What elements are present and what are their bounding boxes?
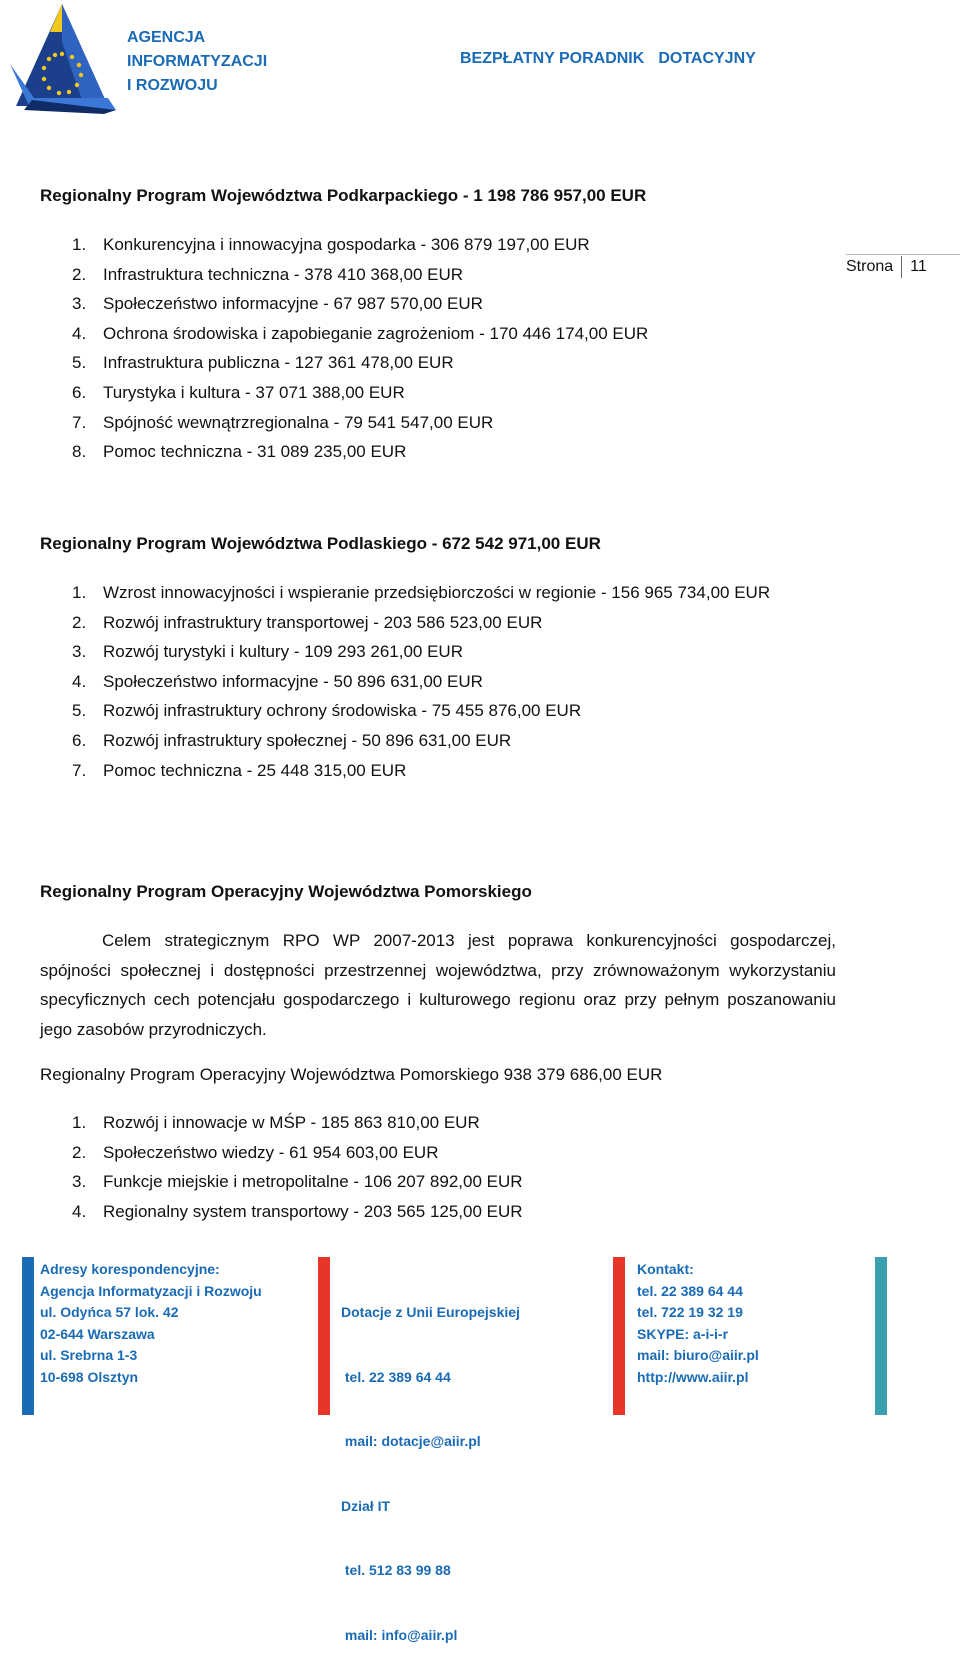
footer-line: ul. Odyńca 57 lok. 42: [40, 1304, 179, 1320]
page-number: [846, 256, 927, 278]
list-item-number: 5.: [72, 353, 87, 373]
list-item-text: Rozwój infrastruktury społecznej - 50 896 631,00 EUR: [103, 730, 512, 750]
footer-bar-blue: [22, 1257, 34, 1415]
section-title: Regionalny Program Województwa Podkarpackiego - 1 198 786 957,00 EUR: [40, 186, 647, 205]
list-item-text: Wzrost innowacyjności i wspieranie przedsiębiorczości w regionie - 156 965 734,00 EUR: [103, 583, 771, 602]
list-item: [40, 608, 840, 638]
agency-name-line: INFORMATYZACJI: [127, 53, 268, 70]
list-item: [40, 1167, 840, 1197]
footer-phone[interactable]: tel. 22 389 64 44: [637, 1282, 743, 1299]
list-item-number: 6.: [72, 382, 87, 402]
list-item: [40, 578, 840, 608]
list-item-text: Ochrona środowiska i zapobieganie zagrożeniom - 170 446 174,00 EUR: [103, 323, 649, 343]
program-list: [40, 1108, 840, 1226]
list-item-text: Turystyka i kultura - 37 071 388,00 EUR: [103, 382, 405, 402]
footer-phone[interactable]: tel. 512 83 99 88: [341, 1562, 451, 1578]
list-item-text: Pomoc techniczna - 31 089 235,00 EUR: [103, 442, 407, 462]
agency-logo: [4, 2, 120, 116]
agency-name-line: AGENCJA: [127, 29, 206, 46]
list-item: [40, 726, 840, 756]
list-item: [40, 637, 840, 667]
footer-phone[interactable]: tel. 722 19 32 19: [637, 1304, 743, 1320]
page-number-rule: [846, 254, 960, 255]
agency-name-line: I ROZWOJU: [127, 77, 218, 94]
list-item-text: Rozwój infrastruktury ochrony środowiska - 75 455 876,00 EUR: [103, 701, 582, 721]
list-item-text: Regionalny system transportowy - 203 565 125,00 EUR: [103, 1201, 523, 1221]
list-item-text: Funkcje miejskie i metropolitalne - 106 207 892,00 EUR: [103, 1172, 523, 1192]
list-item-text: Infrastruktura techniczna - 378 410 368,00 EUR: [103, 264, 464, 284]
list-item: [40, 319, 840, 349]
eu-stars-pyramid-logo-icon: [4, 2, 120, 116]
list-item: [40, 756, 840, 786]
footer-bar-red: [613, 1257, 625, 1415]
footer-line: Dział IT: [341, 1497, 391, 1514]
list-item: [40, 260, 840, 290]
footer-contact-column: [637, 1259, 759, 1388]
list-item-text: Konkurencyjna i innowacyjna gospodarka - 306 879 197,00 EUR: [103, 235, 590, 254]
list-item-number: 4.: [72, 1201, 87, 1221]
footer-line: ul. Srebrna 1-3: [40, 1347, 138, 1363]
list-item-text: Społeczeństwo informacyjne - 50 896 631,00 EUR: [103, 671, 483, 691]
footer-website-link[interactable]: http://www.aiir.pl: [637, 1368, 749, 1385]
page-label: Strona: [846, 258, 894, 276]
section-paragraph: Celem strategicznym RPO WP 2007-2013 jest poprawa konkurencyjności gospodarczej, spójności społecznej i dostępności przestrzennej województwa, przy zrównoważonym wykorzystaniu specyficznych cech potencjału gospodarczego i kulturowego regionu oraz przy pełnym poszanowaniu jego zasobów przyrodniczych.: [40, 931, 836, 1039]
footer-email-link[interactable]: mail: dotacje@aiir.pl: [341, 1433, 481, 1449]
program-list: [40, 230, 840, 467]
footer-grants-column: [341, 1259, 520, 1668]
list-item-number: 7.: [72, 760, 87, 780]
footer-email-link[interactable]: mail: info@aiir.pl: [341, 1626, 458, 1643]
list-item-text: Społeczeństwo informacyjne - 67 987 570,00 EUR: [103, 294, 483, 314]
list-item-number: 7.: [72, 412, 87, 432]
list-item-text: Pomoc techniczna - 25 448 315,00 EUR: [103, 760, 407, 780]
list-item-number: 3.: [72, 294, 87, 314]
list-item-number: 8.: [72, 442, 87, 462]
list-item: [40, 1138, 840, 1168]
footer-address-column: [40, 1259, 262, 1388]
list-item-number: 1.: [72, 1113, 87, 1132]
list-item-text: Rozwój turystyki i kultury - 109 293 261,00 EUR: [103, 642, 463, 662]
footer-line: 02-644 Warszawa: [40, 1325, 155, 1342]
section-title: Regionalny Program Województwa Podlaskiego - 672 542 971,00 EUR: [40, 534, 601, 553]
list-item: [40, 667, 840, 697]
footer-skype[interactable]: SKYPE: a-i-i-r: [637, 1325, 729, 1342]
list-item: [40, 348, 840, 378]
footer-bar-teal: [875, 1257, 887, 1415]
section-subtitle: Regionalny Program Operacyjny Województwa Pomorskiego 938 379 686,00 EUR: [40, 1065, 663, 1084]
list-item-number: 1.: [72, 583, 87, 602]
agency-name: [127, 26, 267, 98]
list-item: [40, 289, 840, 319]
list-item-number: 6.: [72, 730, 87, 750]
list-item-text: Rozwój infrastruktury transportowej - 203 586 523,00 EUR: [103, 612, 543, 632]
list-item-text: Rozwój i innowacje w MŚP - 185 863 810,00 EUR: [103, 1113, 480, 1132]
list-item-number: 4.: [72, 323, 87, 343]
footer-bar-red: [318, 1257, 330, 1415]
footer-phone[interactable]: tel. 22 389 64 44: [341, 1368, 451, 1385]
list-item: [40, 230, 840, 260]
list-item: [40, 437, 840, 467]
footer-line: 10-698 Olsztyn: [40, 1368, 139, 1385]
list-item-number: 5.: [72, 701, 87, 721]
list-item: [40, 1197, 840, 1227]
list-item-text: Społeczeństwo wiedzy - 61 954 603,00 EUR: [103, 1142, 439, 1162]
list-item-number: 3.: [72, 1172, 87, 1192]
list-item: [40, 1108, 840, 1138]
list-item-number: 3.: [72, 642, 87, 662]
list-item-text: Infrastruktura publiczna - 127 361 478,00 EUR: [103, 353, 454, 373]
page-number-divider: [901, 256, 902, 278]
page-number-value: 11: [910, 258, 927, 276]
list-item-number: 2.: [72, 612, 87, 632]
section-title: Regionalny Program Operacyjny Województwa Pomorskiego: [40, 882, 532, 901]
list-item-number: 2.: [72, 264, 87, 284]
advisor-title: [460, 50, 756, 68]
footer-line: Agencja Informatyzacji i Rozwoju: [40, 1282, 262, 1299]
list-item: [40, 696, 840, 726]
list-item-text: Spójność wewnątrzregionalna - 79 541 547,00 EUR: [103, 412, 494, 432]
footer-line: Adresy korespondencyjne:: [40, 1261, 220, 1277]
footer-line: Dotacje z Unii Europejskiej: [341, 1304, 520, 1320]
advisor-title-word: DOTACYJNY: [658, 50, 756, 67]
list-item: [40, 378, 840, 408]
list-item-number: 1.: [72, 235, 87, 254]
advisor-title-word: BEZPŁATNY PORADNIK: [460, 50, 645, 67]
list-item-number: 2.: [72, 1142, 87, 1162]
list-item-number: 4.: [72, 671, 87, 691]
program-list: [40, 578, 840, 785]
footer-line: Kontakt:: [637, 1261, 694, 1277]
list-item: [40, 408, 840, 438]
footer-email-link[interactable]: mail: biuro@aiir.pl: [637, 1347, 759, 1363]
